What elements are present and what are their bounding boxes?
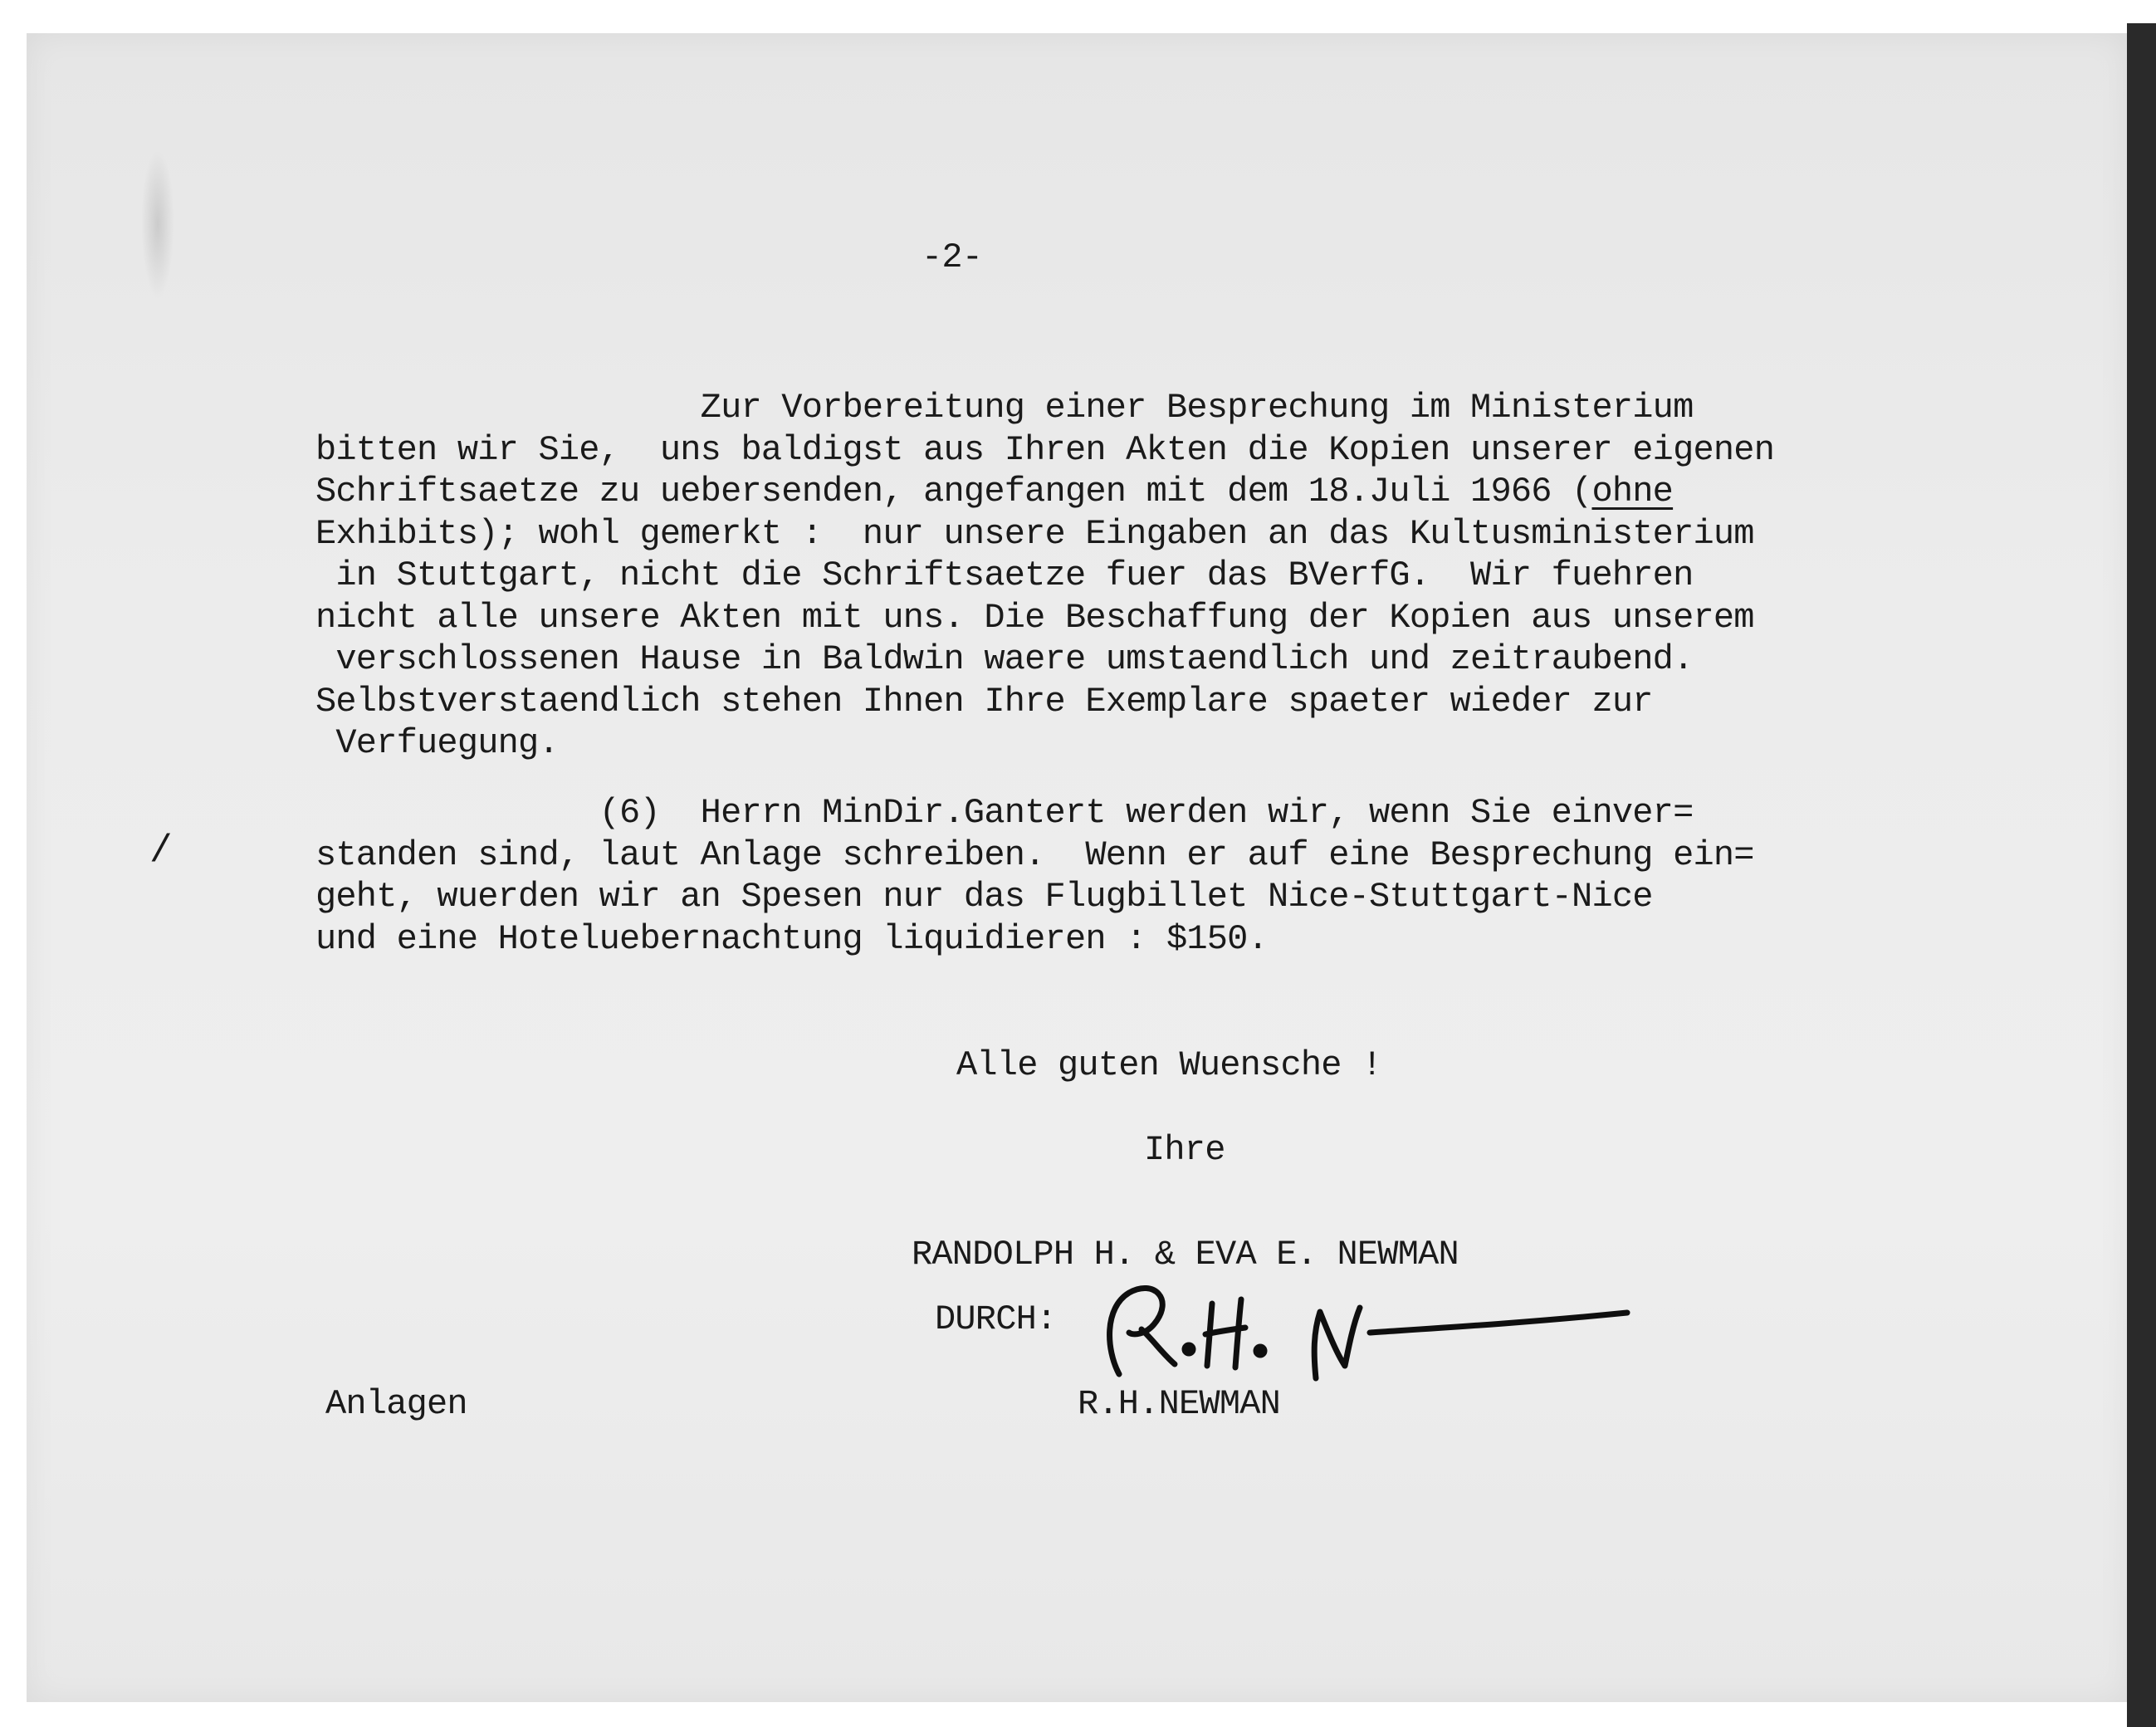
signatories: RANDOLPH H. & EVA E. NEWMAN	[912, 1235, 1459, 1274]
para1-line: Zur Vorbereitung einer Besprechung im Ministerium	[315, 388, 1694, 428]
para2-line: (6) Herrn MinDir.Gantert werden wir, wenn Sie einver=	[315, 793, 1694, 833]
handwritten-signature	[1096, 1274, 1635, 1391]
para1-line: nicht alle unsere Akten mit uns. Die Beschaffung der Kopien aus unserem	[315, 597, 1754, 638]
para1-line: Schriftsaetze zu uebersenden, angefangen mit dem 18.Juli 1966 (	[315, 472, 1592, 511]
para1-line: Selbstverstaendlich stehen Ihnen Ihre Exemplare spaeter wieder zur	[315, 681, 1653, 722]
paragraph-2	[315, 792, 1754, 960]
para2-line: standen sind, laut Anlage schreiben. Wenn er auf eine Besprechung ein=	[315, 834, 1754, 875]
para2-line: geht, wuerden wir an Spesen nur das Flugbillet Nice-Stuttgart-Nice	[315, 877, 1653, 917]
paragraph-1	[315, 387, 1774, 765]
para1-line: Verfuegung.	[315, 723, 559, 763]
enclosures-label: Anlagen	[325, 1384, 467, 1424]
salutation: Ihre	[1144, 1130, 1225, 1170]
page-number: -2-	[922, 237, 983, 277]
para1-line: bitten wir Sie, uns baldigst aus Ihren Akten die Kopien unserer eigenen	[315, 429, 1775, 470]
margin-mark: /	[149, 829, 172, 873]
durch-label: DURCH:	[935, 1299, 1057, 1339]
underlined-word: ohne	[1591, 472, 1674, 511]
scan-edge	[2127, 23, 2156, 1727]
para1-line: verschlossenen Hause in Baldwin waere umstaendlich und zeitraubend.	[315, 639, 1694, 679]
para2-line: und eine Hoteluebernachtung liquidieren : $150.	[315, 918, 1268, 959]
paper-smudge	[141, 149, 174, 299]
para1-line: Exhibits); wohl gemerkt : nur unsere Eingaben an das Kultusministerium	[315, 513, 1754, 554]
closing-line: Alle guten Wuensche !	[956, 1045, 1382, 1085]
para1-line: in Stuttgart, nicht die Schriftsaetze fuer das BVerfG. Wir fuehren	[315, 555, 1694, 595]
printed-name: R.H.NEWMAN	[1078, 1384, 1281, 1424]
